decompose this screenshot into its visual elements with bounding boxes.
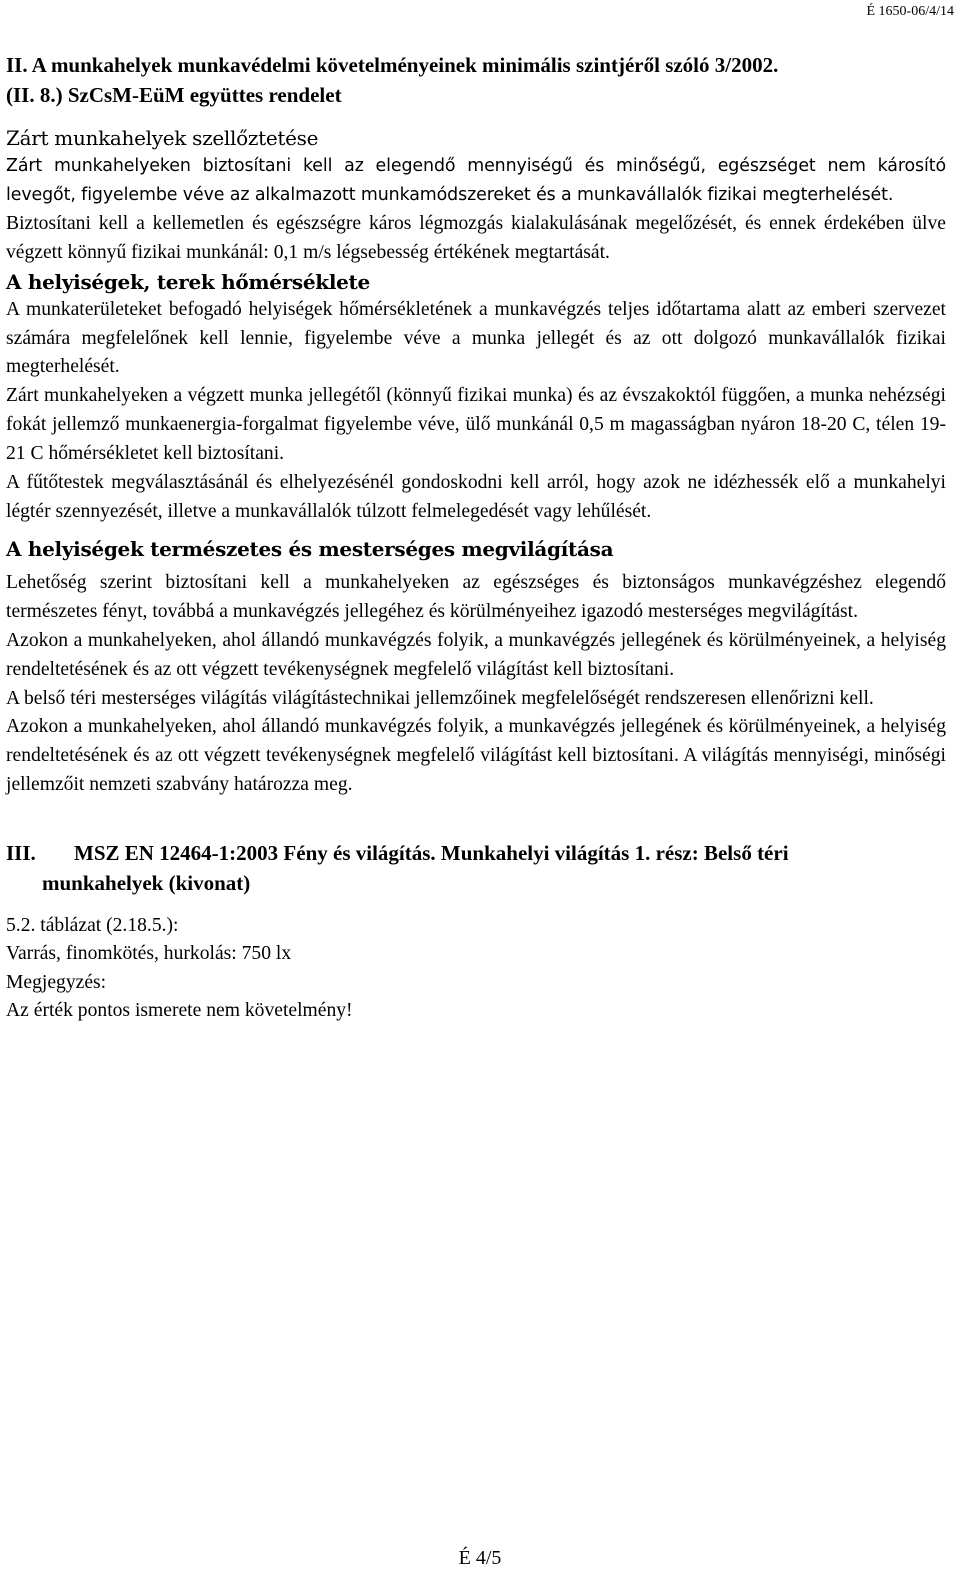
note-text: Az érték pontos ismerete nem követelmény! xyxy=(6,999,353,1021)
illuminance-value: Varrás, finomkötés, hurkolás: 750 lx xyxy=(6,943,292,965)
section-2-heading-line1: II. A munkahelyek munkavédelmi követelményeinek minimális szintjéről szóló 3/2002. xyxy=(6,53,779,77)
section-2-heading xyxy=(6,50,946,110)
section-2-heading-line2: (II. 8.) SzCsM-EüM együttes rendelet xyxy=(6,83,342,107)
section-3-title-line1: MSZ EN 12464-1:2003 Fény és világítás. Munkahelyi világítás 1. rész: Belső téri xyxy=(74,841,789,866)
paragraph-ventilation-2: Biztosítani kell a kellemetlen és egészségre káros légmozgás kialakulásának megelőzését, és ennek érdekében ülve végzett könnyű fizikai munkánál: 0,1 m/s légsebesség értékének megtartását. xyxy=(6,212,946,263)
section-3-number: III. xyxy=(6,841,36,866)
page-code: É 1650-06/4/14 xyxy=(866,4,954,19)
page-footer: É 4/5 xyxy=(458,1547,502,1569)
subheading-ventilation: Zárt munkahelyek szellőztetése xyxy=(6,126,319,150)
section-3-heading xyxy=(6,838,946,898)
subheading-temperature: A helyiségek, terek hőmérséklete xyxy=(6,269,370,294)
paragraph-ventilation-1: Zárt munkahelyeken biztosítani kell az elegendő mennyiségű és minőségű, egészséget nem károsító levegőt, figyelembe véve az alkalmazott munkamódszereket és a munkavállalók fizikai megterhelését. xyxy=(6,156,946,205)
paragraph-lighting-2: Azokon a munkahelyeken, ahol állandó munkavégzés folyik, a munkavégzés jellegének és körülményeinek, a helyiség rendeltetésének és az ott végzett tevékenységnek megfelelő világítást kell biztosítani. xyxy=(6,629,946,680)
paragraph-temperature-2: Zárt munkahelyeken a végzett munka jellegétől (könnyű fizikai munka) és az évszakoktól függően, a munka nehézségi fokát jellemző munkaenergia-forgalmat figyelembe véve, ülő munkánál 0,5 m magasságban nyáron 18-20 C, télen 19-21 C hőmérsékletet kell biztosítani. xyxy=(6,385,946,465)
subheading-lighting: A helyiségek természetes és mesterséges megvilágítása xyxy=(6,536,614,561)
paragraph-lighting-3: A belső téri mesterséges világítás világítástechnikai jellemzőinek megfelelőségét rendszeresen ellenőrizni kell. xyxy=(6,687,874,709)
section-3-body xyxy=(6,912,946,1025)
paragraph-temperature-3: A fűtőtestek megválasztásánál és elhelyezésénél gondoskodni kell arról, hogy azok ne idézhessék elő a munkahelyi légtér szennyezését, illetve a munkavállalók túlzott felmelegedését vagy lehűlését. xyxy=(6,472,946,522)
paragraph-lighting-4: Azokon a munkahelyeken, ahol állandó munkavégzés folyik, a munkavégzés jellegének és körülményeinek, a helyiség rendeltetésének és az ott végzett tevékenységnek megfelelő világítást kell biztosítani. A világítás mennyiségi, minőségi jellemzőit nemzeti szabvány határozza meg. xyxy=(6,716,946,796)
paragraph-lighting-1: Lehetőség szerint biztosítani kell a munkahelyeken az egészséges és biztonságos munkavégzéshez elegendő természetes fényt, továbbá a munkavégzés jellegéhez és körülményeihez igazodó mesterséges megvilágítást. xyxy=(6,571,946,622)
paragraph-temperature-1: A munkaterületeket befogadó helyiségek hőmérsékletének a munkavégzés teljes időtartama alatt az emberi szervezet számára megfelelőnek kell lennie, figyelembe véve a munka jellegét és az ott dolgozó munkavállalók fizikai megterhelését. xyxy=(6,298,946,378)
document-body xyxy=(6,50,946,1025)
note-label: Megjegyzés: xyxy=(6,971,107,993)
section-3-title-line2: munkahelyek (kivonat) xyxy=(42,871,251,896)
table-reference: 5.2. táblázat (2.18.5.): xyxy=(6,915,179,937)
